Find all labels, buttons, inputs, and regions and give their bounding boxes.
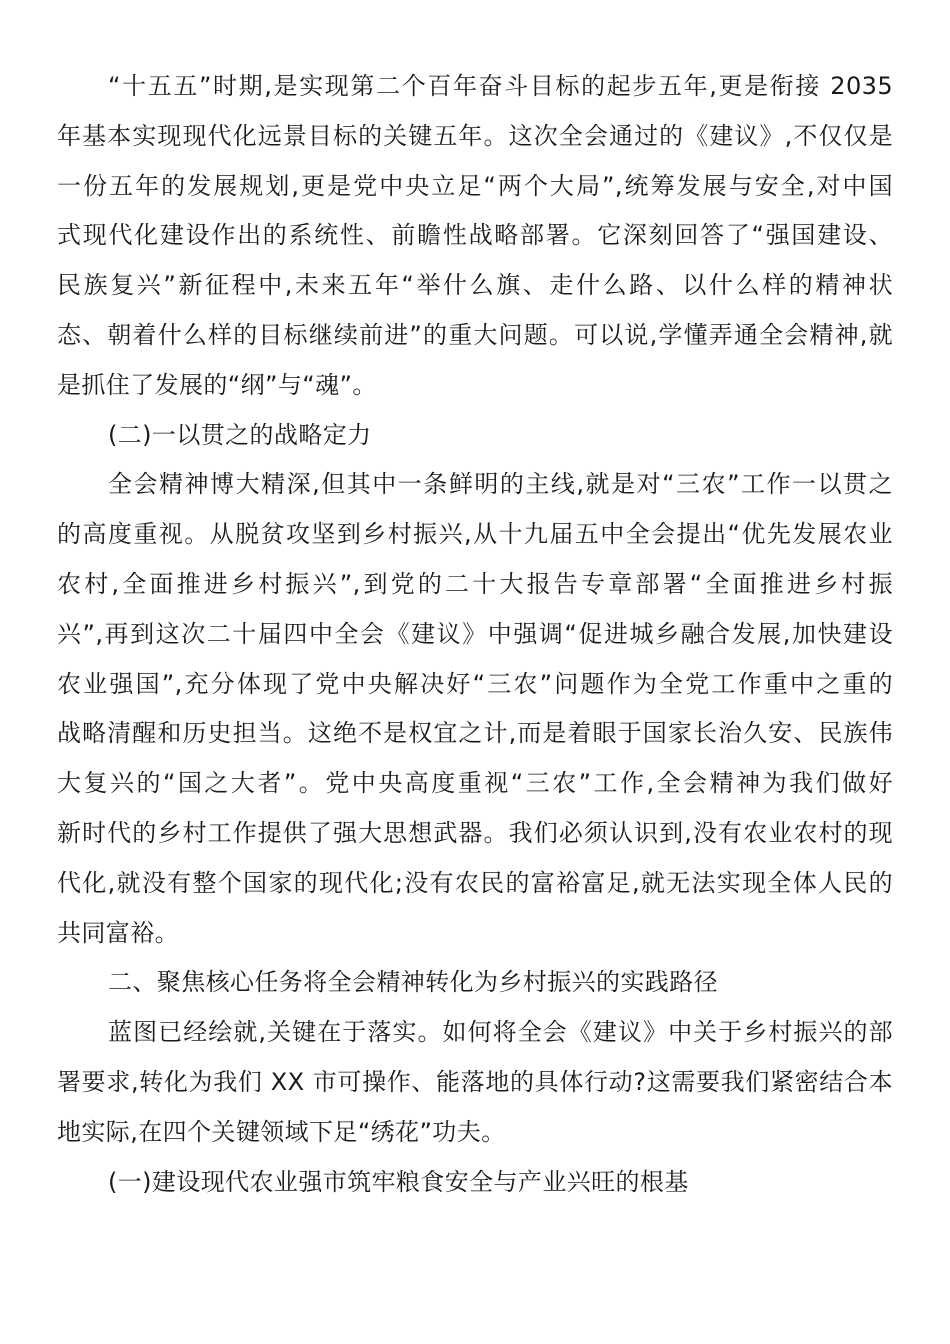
text-line: 农村,全面推进乡村振兴”,到党的二十大报告专章部署“全面推进乡村振 — [57, 569, 893, 598]
text-line: 农业强国”,充分体现了党中央解决好“三农”问题作为全党工作重中之重的 — [57, 669, 893, 698]
text-line: 一份五年的发展规划,更是党中央立足“两个大局”,统筹发展与安全,对中国 — [57, 171, 893, 200]
text-line: 代化,就没有整个国家的现代化;没有农民的富裕富足,就无法实现全体人民的 — [57, 868, 893, 897]
subheading-strategic-focus: (二)一以贯之的战略定力 — [108, 420, 372, 449]
text-line: 新时代的乡村工作提供了强大思想武器。我们必须认识到,没有农业农村的现 — [57, 818, 893, 847]
text-line: 署要求,转化为我们 XX 市可操作、能落地的具体行动?这需要我们紧密结合本 — [57, 1067, 893, 1096]
text-line: 的高度重视。从脱贫攻坚到乡村振兴,从十九届五中全会提出“优先发展农业 — [57, 520, 893, 549]
text-line: 战略清醒和历史担当。这绝不是权宜之计,而是着眼于国家长治久安、民族伟 — [57, 719, 893, 748]
text-line: 全会精神博大精深,但其中一条鲜明的主线,就是对“三农”工作一以贯之 — [108, 470, 893, 499]
text-line: 地实际,在四个关键领域下足“绣花”功夫。 — [57, 1117, 506, 1146]
text-line: “十五五”时期,是实现第二个百年奋斗目标的起步五年,更是衔接 2035 — [108, 72, 893, 100]
text-line: 式现代化建设作出的系统性、前瞻性战略部署。它深刻回答了“强国建设、 — [57, 221, 893, 250]
paragraph-strategic-significance — [57, 62, 897, 411]
text-line: 年基本实现现代化远景目标的关键五年。这次全会通过的《建议》,不仅仅是 — [57, 121, 893, 150]
text-line: 兴”,再到这次二十届四中全会《建议》中强调“促进城乡融合发展,加快建设 — [57, 619, 893, 648]
paragraph-three-rural-issues — [57, 460, 897, 958]
subheading-modern-agriculture: (一)建设现代农业强市筑牢粮食安全与产业兴旺的根基 — [108, 1167, 689, 1196]
text-line: 态、朝着什么样的目标继续前进”的重大问题。可以说,学懂弄通全会精神,就 — [57, 320, 893, 349]
section-heading-practice-path: 二、聚焦核心任务将全会精神转化为乡村振兴的实践路径 — [108, 968, 718, 997]
text-line: 民族复兴”新征程中,未来五年“举什么旗、走什么路、以什么样的精神状 — [57, 271, 893, 300]
text-line: 大复兴的“国之大者”。党中央高度重视“三农”工作,全会精神为我们做好 — [57, 769, 893, 798]
text-line: 共同富裕。 — [57, 918, 179, 947]
text-line: 蓝图已经绘就,关键在于落实。如何将全会《建议》中关于乡村振兴的部 — [108, 1018, 893, 1047]
text-line: 是抓住了发展的“纲”与“魂”。 — [57, 370, 377, 399]
paragraph-implementation — [57, 1008, 897, 1157]
document-page — [57, 62, 897, 1207]
